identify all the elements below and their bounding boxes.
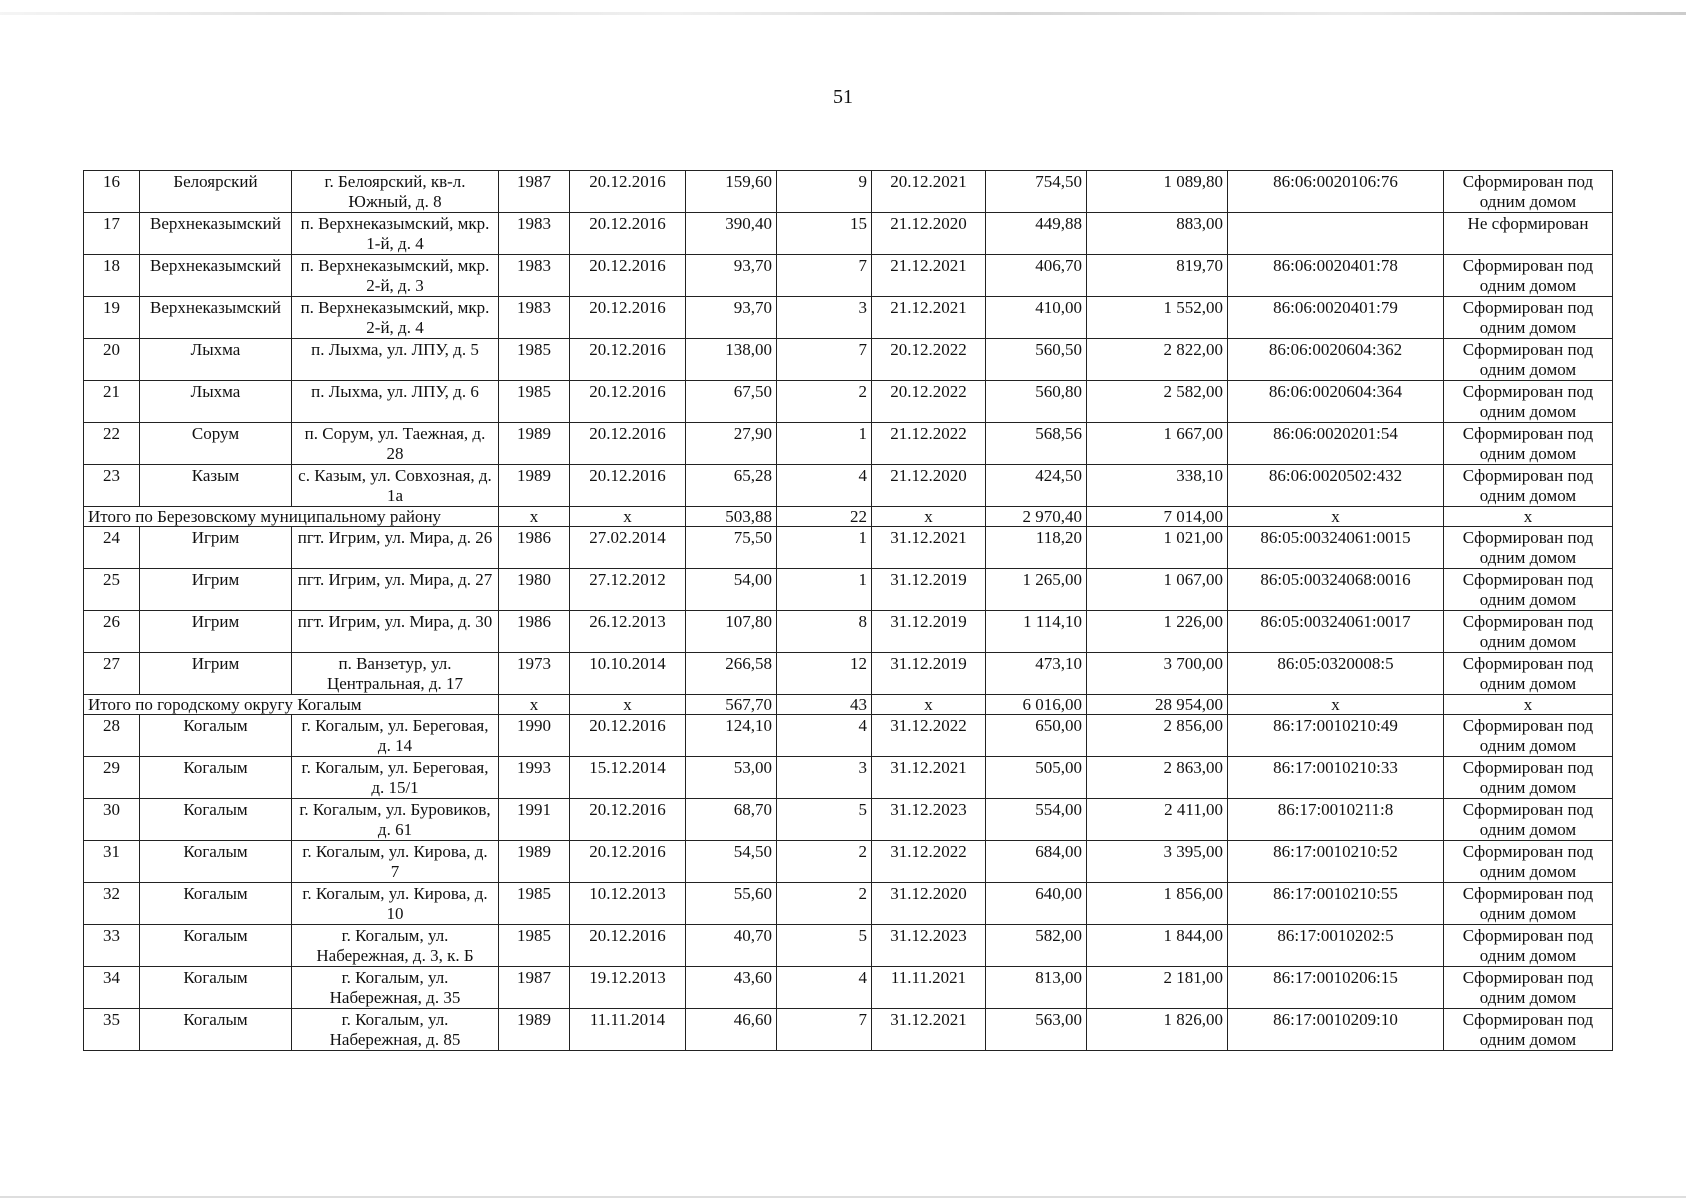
area-cell: 93,70 xyxy=(686,297,777,339)
plan-date-cell: 31.12.2020 xyxy=(872,883,986,925)
row-number: 28 xyxy=(84,715,140,757)
date-cell: 20.12.2016 xyxy=(570,841,686,883)
cost1-cell: 424,50 xyxy=(986,465,1087,507)
settlement-cell: Когалым xyxy=(140,925,292,967)
cost1-cell: 568,56 xyxy=(986,423,1087,465)
address-cell: п. Лыхма, ул. ЛПУ, д. 5 xyxy=(292,339,499,381)
status-cell: Сформирован под одним домом xyxy=(1444,757,1613,799)
count-cell: 7 xyxy=(777,1009,872,1051)
year-cell: 1989 xyxy=(499,465,570,507)
count-cell: 7 xyxy=(777,255,872,297)
address-cell: г. Белоярский, кв-л. Южный, д. 8 xyxy=(292,171,499,213)
date-cell: 10.12.2013 xyxy=(570,883,686,925)
scan-edge-top xyxy=(0,12,1686,15)
plan-date-cell: 21.12.2022 xyxy=(872,423,986,465)
settlement-cell: Сорум xyxy=(140,423,292,465)
year-cell: 1987 xyxy=(499,967,570,1009)
year-cell: 1985 xyxy=(499,381,570,423)
cadastral-number-cell: 86:05:00324068:0016 xyxy=(1228,569,1444,611)
count-cell: 3 xyxy=(777,297,872,339)
table-row xyxy=(84,883,1613,925)
plan-date-cell: 21.12.2020 xyxy=(872,213,986,255)
status-cell: Сформирован под одним домом xyxy=(1444,883,1613,925)
date-cell: 19.12.2013 xyxy=(570,967,686,1009)
plan-date-cell: 11.11.2021 xyxy=(872,967,986,1009)
date-cell: 20.12.2016 xyxy=(570,171,686,213)
plan-date-cell: 31.12.2019 xyxy=(872,569,986,611)
cost2-cell: 2 181,00 xyxy=(1087,967,1228,1009)
cost2-cell: 1 552,00 xyxy=(1087,297,1228,339)
cost1-cell: 505,00 xyxy=(986,757,1087,799)
cadastral-number-cell: 86:17:0010210:55 xyxy=(1228,883,1444,925)
date-cell: х xyxy=(570,695,686,715)
year-cell: 1986 xyxy=(499,527,570,569)
year-cell: 1991 xyxy=(499,799,570,841)
cost2-cell: 819,70 xyxy=(1087,255,1228,297)
cost2-cell: 338,10 xyxy=(1087,465,1228,507)
plan-date-cell: х xyxy=(872,695,986,715)
year-cell: х xyxy=(499,507,570,527)
count-cell: 22 xyxy=(777,507,872,527)
settlement-cell: Белоярский xyxy=(140,171,292,213)
plan-date-cell: 31.12.2021 xyxy=(872,1009,986,1051)
count-cell: 1 xyxy=(777,527,872,569)
count-cell: 1 xyxy=(777,423,872,465)
area-cell: 54,50 xyxy=(686,841,777,883)
date-cell: 20.12.2016 xyxy=(570,213,686,255)
cost1-cell: 118,20 xyxy=(986,527,1087,569)
address-cell: г. Когалым, ул. Береговая, д. 15/1 xyxy=(292,757,499,799)
year-cell: 1989 xyxy=(499,841,570,883)
status-cell: х xyxy=(1444,507,1613,527)
plan-date-cell: 31.12.2019 xyxy=(872,653,986,695)
cadastral-number-cell: 86:17:0010209:10 xyxy=(1228,1009,1444,1051)
year-cell: 1993 xyxy=(499,757,570,799)
address-cell: пгт. Игрим, ул. Мира, д. 26 xyxy=(292,527,499,569)
date-cell: 20.12.2016 xyxy=(570,381,686,423)
address-cell: г. Когалым, ул. Набережная, д. 35 xyxy=(292,967,499,1009)
cost1-cell: 650,00 xyxy=(986,715,1087,757)
cost1-cell: 6 016,00 xyxy=(986,695,1087,715)
status-cell: Сформирован под одним домом xyxy=(1444,653,1613,695)
cost2-cell: 3 395,00 xyxy=(1087,841,1228,883)
plan-date-cell: 20.12.2022 xyxy=(872,339,986,381)
settlement-cell: Лыхма xyxy=(140,381,292,423)
row-number: 32 xyxy=(84,883,140,925)
cadastral-number-cell: 86:06:0020201:54 xyxy=(1228,423,1444,465)
cadastral-number-cell: 86:06:0020401:78 xyxy=(1228,255,1444,297)
table-row xyxy=(84,1009,1613,1051)
area-cell: 46,60 xyxy=(686,1009,777,1051)
count-cell: 15 xyxy=(777,213,872,255)
date-cell: 20.12.2016 xyxy=(570,465,686,507)
cost1-cell: 406,70 xyxy=(986,255,1087,297)
year-cell: 1983 xyxy=(499,213,570,255)
year-cell: 1985 xyxy=(499,883,570,925)
row-number: 19 xyxy=(84,297,140,339)
date-cell: 10.10.2014 xyxy=(570,653,686,695)
address-cell: с. Казым, ул. Совхозная, д. 1а xyxy=(292,465,499,507)
cost1-cell: 2 970,40 xyxy=(986,507,1087,527)
area-cell: 138,00 xyxy=(686,339,777,381)
count-cell: 4 xyxy=(777,465,872,507)
settlement-cell: Игрим xyxy=(140,569,292,611)
address-cell: п. Верхнеказымский, мкр. 2-й, д. 3 xyxy=(292,255,499,297)
cadastral-number-cell: 86:17:0010210:49 xyxy=(1228,715,1444,757)
table-row xyxy=(84,757,1613,799)
cost1-cell: 640,00 xyxy=(986,883,1087,925)
status-cell: Сформирован под одним домом xyxy=(1444,611,1613,653)
cost2-cell: 1 667,00 xyxy=(1087,423,1228,465)
address-cell: г. Когалым, ул. Береговая, д. 14 xyxy=(292,715,499,757)
count-cell: 2 xyxy=(777,883,872,925)
status-cell: Сформирован под одним домом xyxy=(1444,1009,1613,1051)
cost2-cell: 2 863,00 xyxy=(1087,757,1228,799)
settlement-cell: Игрим xyxy=(140,653,292,695)
row-number: 25 xyxy=(84,569,140,611)
address-cell: п. Верхнеказымский, мкр. 1-й, д. 4 xyxy=(292,213,499,255)
row-number: 16 xyxy=(84,171,140,213)
cost2-cell: 1 021,00 xyxy=(1087,527,1228,569)
cost1-cell: 582,00 xyxy=(986,925,1087,967)
date-cell: 20.12.2016 xyxy=(570,925,686,967)
settlement-cell: Когалым xyxy=(140,715,292,757)
cost1-cell: 560,80 xyxy=(986,381,1087,423)
year-cell: 1987 xyxy=(499,171,570,213)
count-cell: 2 xyxy=(777,841,872,883)
table-row xyxy=(84,611,1613,653)
cost2-cell: 1 226,00 xyxy=(1087,611,1228,653)
settlement-cell: Верхнеказымский xyxy=(140,255,292,297)
table-row xyxy=(84,381,1613,423)
cadastral-number-cell: 86:17:0010210:52 xyxy=(1228,841,1444,883)
cadastral-number-cell: 86:17:0010202:5 xyxy=(1228,925,1444,967)
page-number: 51 xyxy=(833,86,853,108)
cost2-cell: 3 700,00 xyxy=(1087,653,1228,695)
cost2-cell: 7 014,00 xyxy=(1087,507,1228,527)
count-cell: 2 xyxy=(777,381,872,423)
count-cell: 1 xyxy=(777,569,872,611)
settlement-cell: Когалым xyxy=(140,1009,292,1051)
cost1-cell: 754,50 xyxy=(986,171,1087,213)
year-cell: 1990 xyxy=(499,715,570,757)
cost2-cell: 2 856,00 xyxy=(1087,715,1228,757)
address-cell: г. Когалым, ул. Набережная, д. 3, к. Б xyxy=(292,925,499,967)
status-cell: Сформирован под одним домом xyxy=(1444,799,1613,841)
cadastral-number-cell xyxy=(1228,213,1444,255)
table-row xyxy=(84,569,1613,611)
status-cell: Сформирован под одним домом xyxy=(1444,527,1613,569)
settlement-cell: Когалым xyxy=(140,841,292,883)
area-cell: 55,60 xyxy=(686,883,777,925)
status-cell: Сформирован под одним домом xyxy=(1444,715,1613,757)
row-number: 24 xyxy=(84,527,140,569)
cost2-cell: 1 089,80 xyxy=(1087,171,1228,213)
date-cell: 11.11.2014 xyxy=(570,1009,686,1051)
count-cell: 12 xyxy=(777,653,872,695)
cost1-cell: 813,00 xyxy=(986,967,1087,1009)
year-cell: 1986 xyxy=(499,611,570,653)
area-cell: 54,00 xyxy=(686,569,777,611)
table-row xyxy=(84,171,1613,213)
cost2-cell: 28 954,00 xyxy=(1087,695,1228,715)
date-cell: 20.12.2016 xyxy=(570,715,686,757)
cost1-cell: 554,00 xyxy=(986,799,1087,841)
table-row xyxy=(84,339,1613,381)
area-cell: 27,90 xyxy=(686,423,777,465)
table-row xyxy=(84,841,1613,883)
area-cell: 65,28 xyxy=(686,465,777,507)
area-cell: 53,00 xyxy=(686,757,777,799)
settlement-cell: Казым xyxy=(140,465,292,507)
table-row xyxy=(84,715,1613,757)
plan-date-cell: 31.12.2023 xyxy=(872,799,986,841)
plan-date-cell: 21.12.2020 xyxy=(872,465,986,507)
address-cell: г. Когалым, ул. Кирова, д. 7 xyxy=(292,841,499,883)
row-number: 23 xyxy=(84,465,140,507)
year-cell: 1989 xyxy=(499,1009,570,1051)
cost1-cell: 1 265,00 xyxy=(986,569,1087,611)
count-cell: 9 xyxy=(777,171,872,213)
cadastral-number-cell: 86:05:0320008:5 xyxy=(1228,653,1444,695)
row-number: 31 xyxy=(84,841,140,883)
date-cell: 27.12.2012 xyxy=(570,569,686,611)
status-cell: х xyxy=(1444,695,1613,715)
cost1-cell: 1 114,10 xyxy=(986,611,1087,653)
area-cell: 43,60 xyxy=(686,967,777,1009)
status-cell: Сформирован под одним домом xyxy=(1444,339,1613,381)
subtotal-row xyxy=(84,507,1613,527)
row-number: 33 xyxy=(84,925,140,967)
table-row xyxy=(84,653,1613,695)
settlement-cell: Лыхма xyxy=(140,339,292,381)
table-row xyxy=(84,297,1613,339)
row-number: 18 xyxy=(84,255,140,297)
cadastral-number-cell: 86:06:0020106:76 xyxy=(1228,171,1444,213)
table-row xyxy=(84,925,1613,967)
status-cell: Сформирован под одним домом xyxy=(1444,423,1613,465)
cadastral-number-cell: 86:17:0010211:8 xyxy=(1228,799,1444,841)
date-cell: 20.12.2016 xyxy=(570,339,686,381)
settlement-cell: Когалым xyxy=(140,883,292,925)
status-cell: Сформирован под одним домом xyxy=(1444,465,1613,507)
settlement-cell: Игрим xyxy=(140,527,292,569)
count-cell: 7 xyxy=(777,339,872,381)
count-cell: 5 xyxy=(777,925,872,967)
count-cell: 3 xyxy=(777,757,872,799)
date-cell: х xyxy=(570,507,686,527)
date-cell: 20.12.2016 xyxy=(570,297,686,339)
table-row xyxy=(84,213,1613,255)
cost1-cell: 473,10 xyxy=(986,653,1087,695)
table-row xyxy=(84,465,1613,507)
row-number: 21 xyxy=(84,381,140,423)
year-cell: 1985 xyxy=(499,339,570,381)
status-cell: Сформирован под одним домом xyxy=(1444,841,1613,883)
row-number: 22 xyxy=(84,423,140,465)
area-cell: 93,70 xyxy=(686,255,777,297)
settlement-cell: Когалым xyxy=(140,799,292,841)
area-cell: 40,70 xyxy=(686,925,777,967)
settlement-cell: Когалым xyxy=(140,757,292,799)
row-number: 30 xyxy=(84,799,140,841)
table-row xyxy=(84,527,1613,569)
address-cell: пгт. Игрим, ул. Мира, д. 27 xyxy=(292,569,499,611)
plan-date-cell: 21.12.2021 xyxy=(872,255,986,297)
plan-date-cell: 31.12.2019 xyxy=(872,611,986,653)
cost2-cell: 2 822,00 xyxy=(1087,339,1228,381)
cost2-cell: 1 844,00 xyxy=(1087,925,1228,967)
status-cell: Сформирован под одним домом xyxy=(1444,967,1613,1009)
area-cell: 390,40 xyxy=(686,213,777,255)
table-row xyxy=(84,967,1613,1009)
date-cell: 20.12.2016 xyxy=(570,423,686,465)
date-cell: 20.12.2016 xyxy=(570,255,686,297)
row-number: 26 xyxy=(84,611,140,653)
count-cell: 4 xyxy=(777,715,872,757)
cadastral-number-cell: 86:06:0020604:362 xyxy=(1228,339,1444,381)
date-cell: 26.12.2013 xyxy=(570,611,686,653)
table-body xyxy=(84,171,1613,1051)
status-cell: Сформирован под одним домом xyxy=(1444,925,1613,967)
count-cell: 5 xyxy=(777,799,872,841)
status-cell: Сформирован под одним домом xyxy=(1444,171,1613,213)
cost2-cell: 2 411,00 xyxy=(1087,799,1228,841)
cadastral-number-cell: 86:17:0010210:33 xyxy=(1228,757,1444,799)
table-row xyxy=(84,799,1613,841)
year-cell: 1985 xyxy=(499,925,570,967)
row-number: 29 xyxy=(84,757,140,799)
plan-date-cell: 21.12.2021 xyxy=(872,297,986,339)
year-cell: х xyxy=(499,695,570,715)
subtotal-label: Итого по городскому округу Когалым xyxy=(84,695,499,715)
scan-edge-bottom xyxy=(0,1196,1686,1198)
year-cell: 1989 xyxy=(499,423,570,465)
cadastral-number-cell: 86:17:0010206:15 xyxy=(1228,967,1444,1009)
address-cell: пгт. Игрим, ул. Мира, д. 30 xyxy=(292,611,499,653)
area-cell: 107,80 xyxy=(686,611,777,653)
table-row xyxy=(84,423,1613,465)
plan-date-cell: 31.12.2022 xyxy=(872,841,986,883)
settlement-cell: Игрим xyxy=(140,611,292,653)
status-cell: Не сформирован xyxy=(1444,213,1613,255)
plan-date-cell: х xyxy=(872,507,986,527)
status-cell: Сформирован под одним домом xyxy=(1444,381,1613,423)
plan-date-cell: 31.12.2023 xyxy=(872,925,986,967)
area-cell: 124,10 xyxy=(686,715,777,757)
cadastral-number-cell: 86:06:0020401:79 xyxy=(1228,297,1444,339)
plan-date-cell: 31.12.2022 xyxy=(872,715,986,757)
count-cell: 43 xyxy=(777,695,872,715)
address-cell: г. Когалым, ул. Буровиков, д. 61 xyxy=(292,799,499,841)
address-cell: п. Сорум, ул. Таежная, д. 28 xyxy=(292,423,499,465)
address-cell: г. Когалым, ул. Кирова, д. 10 xyxy=(292,883,499,925)
table-row xyxy=(84,255,1613,297)
cadastral-number-cell: 86:06:0020604:364 xyxy=(1228,381,1444,423)
row-number: 27 xyxy=(84,653,140,695)
plan-date-cell: 31.12.2021 xyxy=(872,527,986,569)
cost1-cell: 684,00 xyxy=(986,841,1087,883)
cadastral-number-cell: 86:05:00324061:0015 xyxy=(1228,527,1444,569)
area-cell: 567,70 xyxy=(686,695,777,715)
cadastral-number-cell: х xyxy=(1228,507,1444,527)
year-cell: 1983 xyxy=(499,297,570,339)
plan-date-cell: 31.12.2021 xyxy=(872,757,986,799)
area-cell: 68,70 xyxy=(686,799,777,841)
cost2-cell: 1 856,00 xyxy=(1087,883,1228,925)
area-cell: 266,58 xyxy=(686,653,777,695)
row-number: 35 xyxy=(84,1009,140,1051)
cadastral-number-cell: х xyxy=(1228,695,1444,715)
address-cell: п. Верхнеказымский, мкр. 2-й, д. 4 xyxy=(292,297,499,339)
area-cell: 67,50 xyxy=(686,381,777,423)
cost1-cell: 410,00 xyxy=(986,297,1087,339)
count-cell: 8 xyxy=(777,611,872,653)
cost1-cell: 563,00 xyxy=(986,1009,1087,1051)
cost2-cell: 883,00 xyxy=(1087,213,1228,255)
cost1-cell: 449,88 xyxy=(986,213,1087,255)
date-cell: 15.12.2014 xyxy=(570,757,686,799)
area-cell: 503,88 xyxy=(686,507,777,527)
settlement-cell: Когалым xyxy=(140,967,292,1009)
area-cell: 159,60 xyxy=(686,171,777,213)
row-number: 17 xyxy=(84,213,140,255)
status-cell: Сформирован под одним домом xyxy=(1444,297,1613,339)
subtotal-row xyxy=(84,695,1613,715)
plan-date-cell: 20.12.2022 xyxy=(872,381,986,423)
cost1-cell: 560,50 xyxy=(986,339,1087,381)
housing-register-table xyxy=(83,170,1613,1051)
cadastral-number-cell: 86:06:0020502:432 xyxy=(1228,465,1444,507)
date-cell: 27.02.2014 xyxy=(570,527,686,569)
settlement-cell: Верхнеказымский xyxy=(140,213,292,255)
status-cell: Сформирован под одним домом xyxy=(1444,255,1613,297)
subtotal-label: Итого по Березовскому муниципальному району xyxy=(84,507,499,527)
address-cell: г. Когалым, ул. Набережная, д. 85 xyxy=(292,1009,499,1051)
date-cell: 20.12.2016 xyxy=(570,799,686,841)
year-cell: 1973 xyxy=(499,653,570,695)
year-cell: 1983 xyxy=(499,255,570,297)
address-cell: п. Лыхма, ул. ЛПУ, д. 6 xyxy=(292,381,499,423)
year-cell: 1980 xyxy=(499,569,570,611)
cost2-cell: 2 582,00 xyxy=(1087,381,1228,423)
cost2-cell: 1 067,00 xyxy=(1087,569,1228,611)
plan-date-cell: 20.12.2021 xyxy=(872,171,986,213)
row-number: 34 xyxy=(84,967,140,1009)
cadastral-number-cell: 86:05:00324061:0017 xyxy=(1228,611,1444,653)
settlement-cell: Верхнеказымский xyxy=(140,297,292,339)
count-cell: 4 xyxy=(777,967,872,1009)
cost2-cell: 1 826,00 xyxy=(1087,1009,1228,1051)
area-cell: 75,50 xyxy=(686,527,777,569)
row-number: 20 xyxy=(84,339,140,381)
status-cell: Сформирован под одним домом xyxy=(1444,569,1613,611)
address-cell: п. Ванзетур, ул. Центральная, д. 17 xyxy=(292,653,499,695)
